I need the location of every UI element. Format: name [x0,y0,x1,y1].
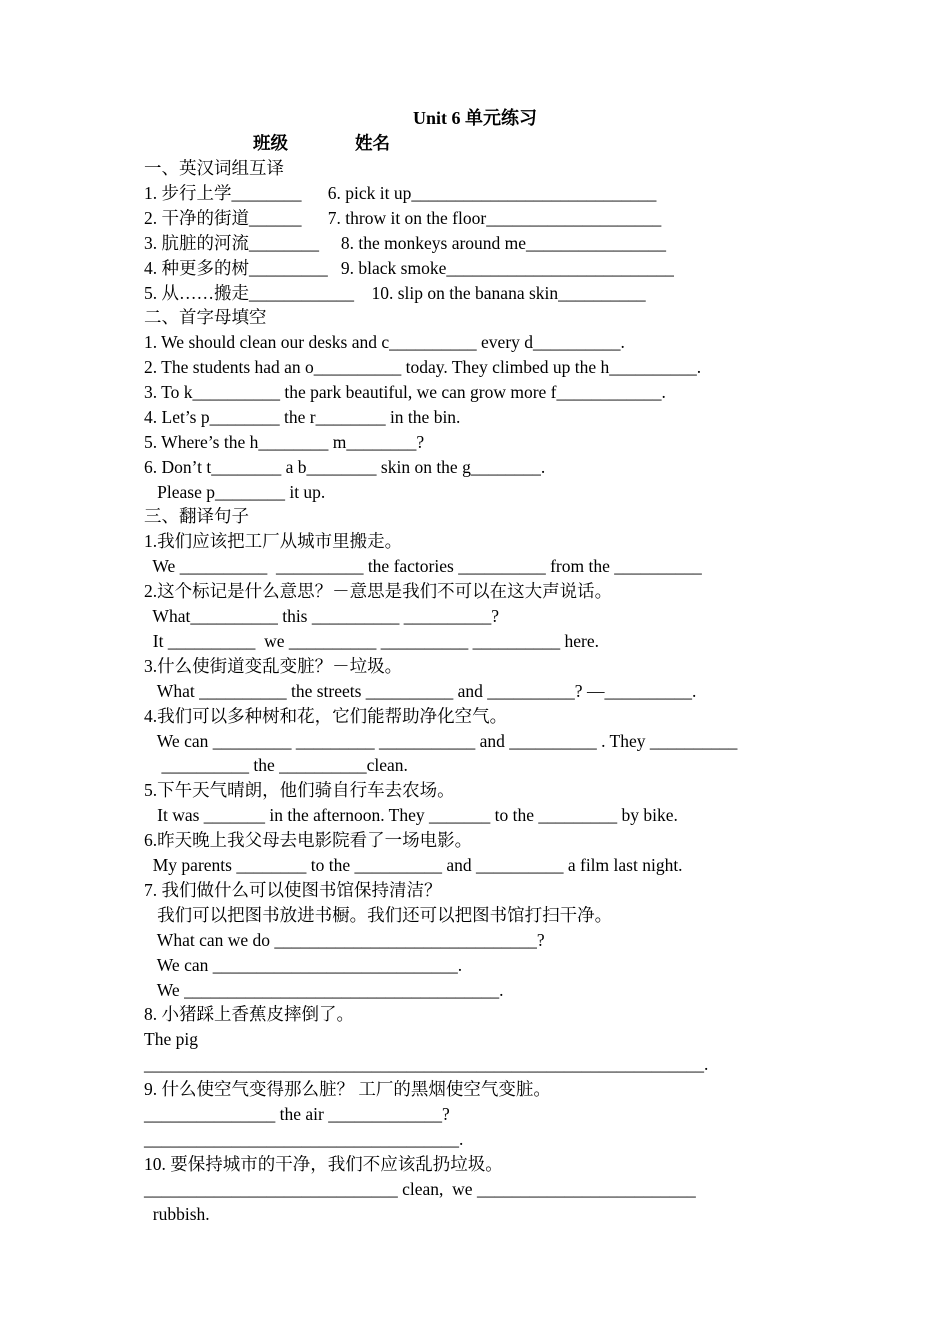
worksheet-title: Unit 6 单元练习 [412,108,537,128]
translation-prompt: 9. 什么使空气变得那么脏？ 工厂的黑烟使空气变脏。 [144,1079,551,1099]
phrase-item: 1. 步行上学________ 6. pick it up____________________________ [144,183,657,203]
translation-prompt: 4.我们可以多种树和花，它们能帮助净化空气。 [144,706,508,726]
translation-answer: We can ____________________________. [144,955,463,975]
section-heading: 一、英汉词组互译 [144,158,284,178]
translation-prompt: 3.什么使街道变乱变脏？－垃圾。 [144,656,403,676]
translation-answer: ________________________________________________________________. [144,1054,709,1074]
translation-answer: _____________________________ clean, we _________________________ [144,1179,696,1199]
fill-in-item: 4. Let’s p________ the r________ in the bin. [144,407,461,427]
translation-answer: rubbish. [144,1204,210,1224]
translation-prompt: 6.昨天晚上我父母去电影院看了一场电影。 [144,830,473,850]
translation-prompt: 2.这个标记是什么意思？－意思是我们不可以在这大声说话。 [144,581,613,601]
translation-answer: __________ the __________clean. [144,755,408,775]
name-label: 姓名 [355,133,390,153]
fill-in-item: Please p________ it up. [144,482,326,502]
section-heading: 三、翻译句子 [144,506,249,526]
phrase-item: 3. 肮脏的河流________ 8. the monkeys around me________________ [144,233,667,253]
fill-in-item: 2. The students had an o__________ today. They climbed up the h__________. [144,357,702,377]
phrase-item: 2. 干净的街道______ 7. throw it on the floor____________________ [144,208,662,228]
translation-answer: We __________ __________ the factories __________ from the __________ [144,556,702,576]
section-heading: 二、首字母填空 [144,307,267,327]
translation-prompt: 8. 小猪踩上香蕉皮摔倒了。 [144,1004,354,1024]
translation-answer: The pig [144,1029,198,1049]
translation-prompt: 我们可以把图书放进书橱。我们还可以把图书馆打扫干净。 [144,905,613,925]
class-label: 班级 [253,133,288,153]
translation-answer: What can we do ______________________________? [144,930,545,950]
translation-answer: What __________ the streets __________ and __________? —__________. [144,681,697,701]
translation-prompt: 10. 要保持城市的干净，我们不应该乱扔垃圾。 [144,1154,503,1174]
fill-in-item: 3. To k__________ the park beautiful, we can grow more f____________. [144,382,666,402]
translation-prompt: 7. 我们做什么可以使图书馆保持清洁？ [144,880,442,900]
fill-in-item: 1. We should clean our desks and c__________ every d__________. [144,332,625,352]
translation-answer: It was _______ in the afternoon. They _______ to the _________ by bike. [144,805,678,825]
fill-in-item: 6. Don’t t________ a b________ skin on the g________. [144,457,546,477]
phrase-item: 5. 从……搬走____________ 10. slip on the banana skin__________ [144,283,646,303]
translation-answer: We can _________ _________ ___________ and __________ . They __________ [144,731,738,751]
translation-answer: What__________ this __________ __________? [144,606,500,626]
translation-answer: It __________ we __________ __________ __________ here. [144,631,599,651]
fill-in-item: 5. Where’s the h________ m________? [144,432,425,452]
translation-answer: We ____________________________________. [144,980,504,1000]
translation-answer: _______________ the air _____________? [144,1104,450,1124]
translation-answer: My parents ________ to the __________ and __________ a film last night. [144,855,683,875]
translation-prompt: 1.我们应该把工厂从城市里搬走。 [144,531,403,551]
translation-prompt: 5.下午天气晴朗，他们骑自行车去农场。 [144,780,455,800]
phrase-item: 4. 种更多的树_________ 9. black smoke__________________________ [144,258,674,278]
translation-answer: ____________________________________. [144,1129,464,1149]
